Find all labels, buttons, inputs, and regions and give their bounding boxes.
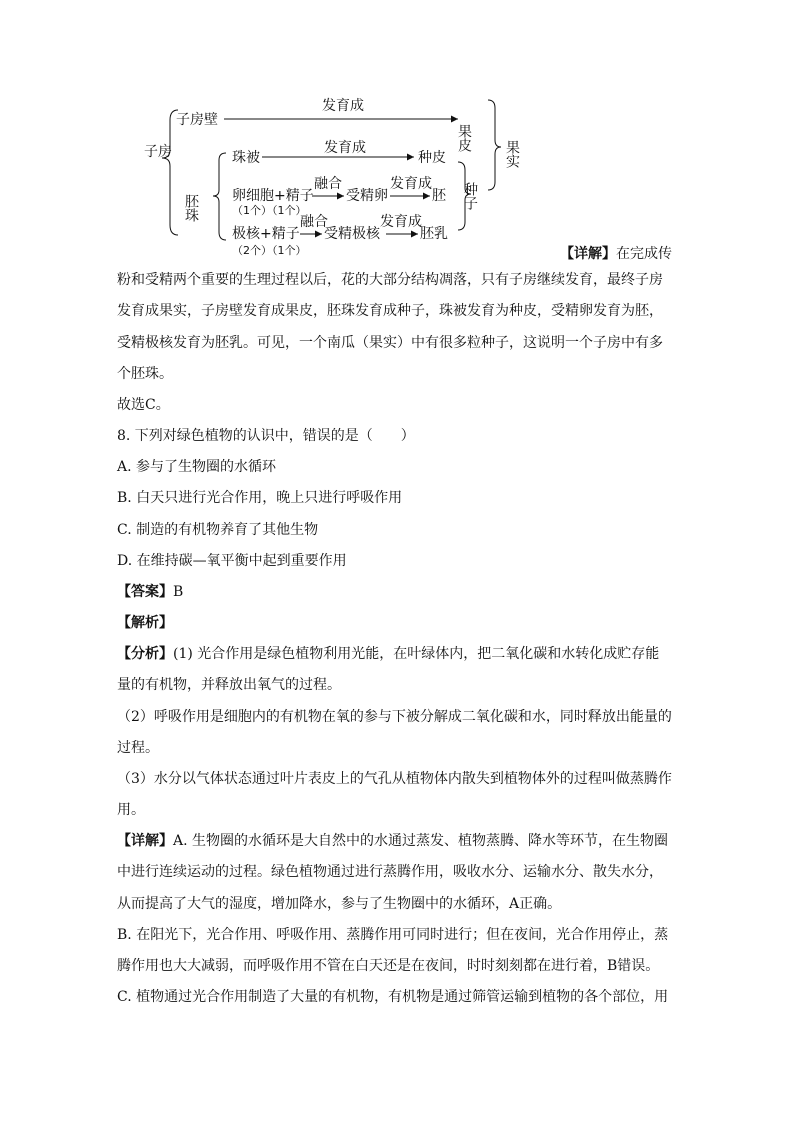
analysis-2-line2: 过程。 xyxy=(117,740,159,756)
answer-line xyxy=(117,582,183,602)
question-8: 8. 下列对绿色植物的认识中，错误的是（ ） xyxy=(117,428,415,444)
analysis-1-line2: 量的有机物，并释放出氧气的过程。 xyxy=(117,677,341,693)
fruit-formation-diagram xyxy=(140,90,540,265)
analysis-3-line1: （3）水分以气体状态通过叶片表皮上的气孔从植物体内散失到植物体外的过程叫做蒸腾作 xyxy=(117,771,672,787)
para1-line4: 个胚珠。 xyxy=(117,366,173,382)
fertilized-egg-label: 受精卵 xyxy=(346,188,388,204)
option-d: D. 在维持碳—氧平衡中起到重要作用 xyxy=(117,553,347,569)
ovary-label-1: 子房 xyxy=(144,144,172,160)
detail-a-line1 xyxy=(117,831,668,851)
detail-start: 在完成传 xyxy=(616,246,672,262)
embryo-label: 胚 xyxy=(432,188,446,204)
para1-line3: 受精极核发育为胚乳。可见，一个南瓜（果实）中有很多粒种子，这说明一个子房中有多 xyxy=(117,335,663,351)
ovary-brace xyxy=(162,110,178,235)
ovule-brace xyxy=(213,153,226,240)
fertilized-polar-label: 受精极核 xyxy=(324,226,380,242)
develops-label-2: 发育成 xyxy=(324,140,366,156)
analysis-1-text: (1) 光合作用是绿色植物利用光能，在叶绿体内，把二氧化碳和水转化成贮存能 xyxy=(173,646,660,662)
fruit-peel-label: 果皮 xyxy=(456,124,472,152)
detail-a-text: A. 生物圈的水循环是大自然中的水通过蒸发、植物蒸腾、降水等环节，在生物圈 xyxy=(173,833,669,849)
polar-sperm-label: 极核+精子 xyxy=(232,226,300,242)
develops-label: 发育成 xyxy=(322,98,364,114)
detail-tag: 【详解】 xyxy=(560,246,616,262)
ovule-label: 胚珠 xyxy=(183,194,199,222)
fusion-label-2: 融合 xyxy=(300,214,328,230)
seed-coat-label: 种皮 xyxy=(418,150,446,166)
fruit-label: 果实 xyxy=(504,140,520,168)
option-a: A. 参与了生物圈的水循环 xyxy=(117,459,277,475)
detail-intro xyxy=(560,244,672,264)
analysis-1-line1 xyxy=(117,644,659,664)
ovary-wall-label: 子房壁 xyxy=(176,112,218,128)
integument-label: 珠被 xyxy=(232,150,260,166)
choose-answer: 故选C。 xyxy=(117,397,170,413)
answer-tag: 【答案】 xyxy=(117,584,173,600)
para1-line1: 粉和受精两个重要的生理过程以后，花的大部分结构凋落，只有子房继续发育，最终子房 xyxy=(117,272,663,288)
detail2-tag: 【详解】 xyxy=(117,833,173,849)
fenxi-tag: 【分析】 xyxy=(117,646,173,662)
seed-label: 种子 xyxy=(462,182,478,210)
endosperm-label: 胚乳 xyxy=(420,226,448,242)
detail-c-line1: C. 植物通过光合作用制造了大量的有机物，有机物是通过筛管运输到植物的各个部位，用 xyxy=(117,989,669,1005)
analysis-3-line2: 用。 xyxy=(117,802,145,818)
detail-b-line1: B. 在阳光下，光合作用、呼吸作用、蒸腾作用可同时进行；但在夜间，光合作用停止，蒸 xyxy=(117,927,669,943)
option-b: B. 白天只进行光合作用，晚上只进行呼吸作用 xyxy=(117,490,403,506)
count-label-1: （1个）（1个） xyxy=(232,204,307,217)
answer-value: B xyxy=(173,584,184,600)
analysis-tag: 【解析】 xyxy=(117,615,173,631)
detail-b-line2: 腾作用也大大减弱，而呼吸作用不管在白天还是在夜间，时时刻刻都在进行着，B错误。 xyxy=(117,958,660,974)
para1-line2: 发育成果实，子房壁发育成果皮，胚珠发育成种子，珠被发育为种皮，受精卵发育为胚， xyxy=(117,303,663,319)
fusion-label-1: 融合 xyxy=(314,176,342,192)
option-c: C. 制造的有机物养育了其他生物 xyxy=(117,522,319,538)
develops-label-3: 发育成 xyxy=(390,176,432,192)
detail-a-line3: 从而提高了大气的湿度，增加降水，参与了生物圈中的水循环，A正确。 xyxy=(117,896,562,912)
analysis-2-line1: （2）呼吸作用是细胞内的有机物在氧的参与下被分解成二氧化碳和水，同时释放出能量的 xyxy=(117,709,672,725)
count-label-2: （2个）（1个） xyxy=(232,244,307,257)
egg-sperm-label: 卵细胞+精子 xyxy=(232,188,314,204)
develops-label-4: 发育成 xyxy=(380,214,422,230)
detail-a-line2: 中进行连续运动的过程。绿色植物通过进行蒸腾作用，吸收水分、运输水分、散失水分， xyxy=(117,864,663,880)
fruit-brace xyxy=(488,100,501,190)
